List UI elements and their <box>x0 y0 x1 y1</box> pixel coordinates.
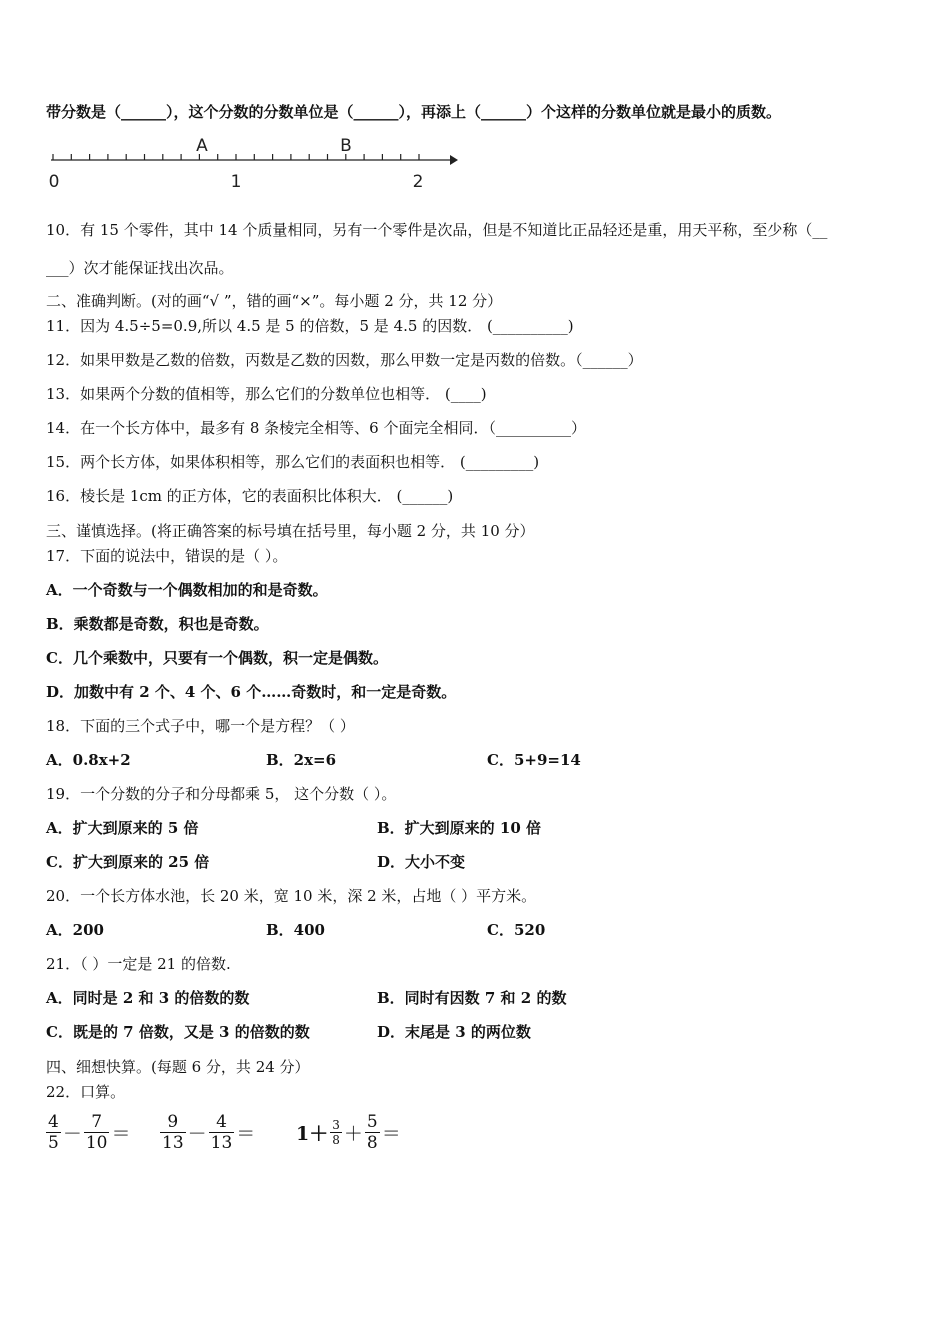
question-10-line2: ___）次才能保证找出次品。 <box>46 259 234 277</box>
q19-option-c: C．扩大到原来的 25 倍 <box>46 853 210 871</box>
section-3-heading: 三、谨慎选择。(将正确答案的标号填在括号里，每小题 2 分，共 10 分） <box>46 522 535 540</box>
question-9-tail: 带分数是（______），这个分数的分数单位是（______），再添上（______）个这样的分数单位就是最小的质数。 <box>46 103 782 121</box>
fraction-5-8: $\frac{5}{8}$ <box>366 1112 378 1153</box>
question-16: 16．棱长是 1cm 的正方体，它的表面积比体积大． (______) <box>46 487 454 505</box>
question-17-stem: 17．下面的说法中，错误的是（ ）。 <box>46 547 288 565</box>
q17-option-b: B．乘数都是奇数，积也是奇数。 <box>46 615 269 633</box>
q19-option-a: A．扩大到原来的 5 倍 <box>46 819 199 837</box>
number-line-ticks <box>53 154 419 160</box>
point-b-label: B <box>340 136 352 156</box>
question-14: 14．在一个长方体中，最多有 8 条棱完全相等、6 个面完全相同．（__________） <box>46 419 586 437</box>
q20-option-c: C．520 <box>487 921 546 939</box>
expression-2: $\frac{9}{13}$ － $\frac{4}{13}$ ＝ <box>162 1112 256 1153</box>
q20-option-b: B．400 <box>266 921 325 939</box>
q17-option-d: D．加数中有 2 个、4 个、6 个……奇数时，和一定是奇数。 <box>46 683 457 701</box>
question-20-stem: 20．一个长方体水池，长 20 米，宽 10 米，深 2 米，占地（ ）平方米。 <box>46 887 537 905</box>
question-12: 12．如果甲数是乙数的倍数，丙数是乙数的因数，那么甲数一定是丙数的倍数。（______） <box>46 351 643 369</box>
fraction-3-8: $\frac{3}{8}$ <box>332 1118 340 1147</box>
q18-option-a: A．0.8x+2 <box>46 751 131 769</box>
section-4-heading: 四、细想快算。(每题 6 分，共 24 分） <box>46 1058 310 1076</box>
q17-option-c: C．几个乘数中，只要有一个偶数，积一定是偶数。 <box>46 649 388 667</box>
tick-label-1: 1 <box>230 172 242 192</box>
fraction-4-13: $\frac{4}{13}$ <box>210 1112 233 1153</box>
expression-1: $\frac{4}{5}$ － $\frac{7}{10}$ ＝ <box>48 1112 131 1153</box>
question-15: 15．两个长方体，如果体积相等，那么它们的表面积也相等． (_________) <box>46 453 540 471</box>
q21-option-b: B．同时有因数 7 和 2 的数 <box>377 989 567 1007</box>
tick-label-0: 0 <box>48 172 60 192</box>
question-18-stem: 18．下面的三个式子中，哪一个是方程？（ ） <box>46 717 355 735</box>
q21-option-a: A．同时是 2 和 3 的倍数的数 <box>46 989 250 1007</box>
point-a-label: A <box>196 136 208 156</box>
section-2-heading: 二、准确判断。(对的画“√ ”，错的画“×”。每小题 2 分，共 12 分） <box>46 292 503 310</box>
question-21-stem: 21．（ ）一定是 21 的倍数. <box>46 955 231 973</box>
number-line-arrow <box>450 155 458 165</box>
q20-option-a: A．200 <box>46 921 104 939</box>
expression-3: 1＋ $\frac{3}{8}$ ＋ $\frac{5}{8}$ ＝ <box>296 1112 401 1153</box>
fraction-9-13: $\frac{9}{13}$ <box>162 1112 184 1153</box>
fraction-4-5: $\frac{4}{5}$ <box>48 1112 59 1153</box>
q21-option-d: D．末尾是 3 的两位数 <box>377 1023 531 1041</box>
number-line <box>48 134 468 194</box>
tick-label-2: 2 <box>412 172 424 192</box>
q18-option-c: C．5+9=14 <box>487 751 581 769</box>
question-22: 22．口算。 <box>46 1083 126 1101</box>
fraction-7-10: $\frac{7}{10}$ <box>85 1112 108 1153</box>
q21-option-c: C．既是的 7 倍数，又是 3 的倍数的数 <box>46 1023 310 1041</box>
q19-option-d: D．大小不变 <box>377 853 466 871</box>
question-10-line1: 10．有 15 个零件，其中 14 个质量相同，另有一个零件是次品，但是不知道比正品轻还是重，用天平称，至少称（__ <box>46 221 828 239</box>
question-19-stem: 19．一个分数的分子和分母都乘 5， 这个分数（ ）。 <box>46 785 397 803</box>
q18-option-b: B．2x=6 <box>266 751 337 769</box>
q19-option-b: B．扩大到原来的 10 倍 <box>377 819 541 837</box>
question-11: 11．因为 4.5÷5=0.9,所以 4.5 是 5 的倍数，5 是 4.5 的因数． (__________) <box>46 317 574 335</box>
question-13: 13．如果两个分数的值相等，那么它们的分数单位也相等． (____) <box>46 385 487 403</box>
q17-option-a: A．一个奇数与一个偶数相加的和是奇数。 <box>46 581 328 599</box>
